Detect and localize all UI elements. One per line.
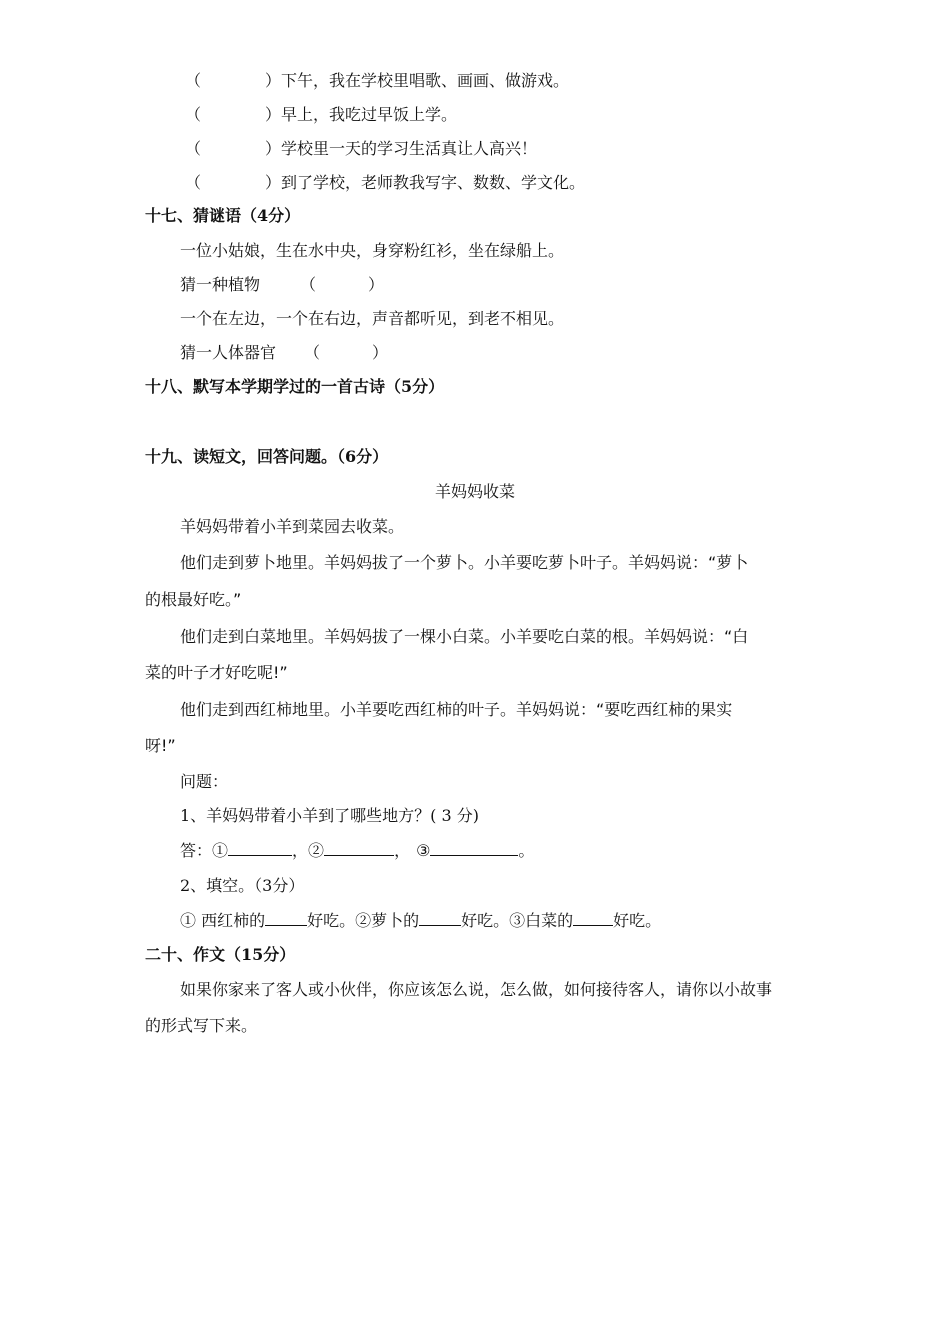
order-item-text: 学校里一天的学习生活真让人高兴！ — [281, 139, 538, 158]
fill-text: ②萝卜的 — [355, 911, 420, 930]
passage-paragraph-cont: 的根最好吃。” — [145, 590, 242, 609]
fill-text: ③白菜的 — [509, 911, 574, 930]
close-paren: ） — [265, 105, 282, 124]
order-item — [185, 105, 457, 125]
open-paren: （ — [185, 71, 202, 90]
fill-text: 好吃。 — [461, 911, 510, 930]
separator: ， — [292, 841, 309, 860]
riddle-2-guess — [180, 343, 388, 363]
passage-paragraph: 他们走到白菜地里。羊妈妈拔了一棵小白菜。小羊要吃白菜的根。羊妈妈说：“白 — [180, 627, 749, 646]
open-paren: （ — [300, 275, 317, 294]
section-17-heading: 十七、猜谜语（4分） — [145, 206, 301, 225]
passage-paragraph-cont: 呀!” — [145, 736, 176, 755]
order-item-text: 早上，我吃过早饭上学。 — [281, 105, 458, 124]
riddle-1: 一位小姑娘，生在水中央，身穿粉红衫，坐在绿船上。 — [180, 241, 565, 260]
open-paren: （ — [185, 139, 202, 158]
close-paren: ） — [265, 173, 282, 192]
answer-blank[interactable] — [430, 841, 518, 856]
marker-3: ③ — [416, 841, 431, 860]
separator: ， — [394, 841, 411, 860]
open-paren: （ — [185, 173, 202, 192]
section-20-heading: 二十、作文（15分） — [145, 945, 296, 964]
marker-1: ① — [212, 841, 229, 860]
order-item — [185, 139, 537, 159]
answer-blank[interactable] — [228, 841, 292, 856]
passage-paragraph: 他们走到西红柿地里。小羊要吃西红柿的叶子。羊妈妈说：“要吃西红柿的果实 — [180, 700, 733, 719]
fill-text: 好吃。 — [307, 911, 356, 930]
order-item-text: 下午，我在学校里唱歌、画画、做游戏。 — [281, 71, 570, 90]
fill-blank[interactable] — [419, 911, 461, 926]
essay-prompt: 如果你家来了客人或小伙伴，你应该怎么说，怎么做，如何接待客人，请你以小故事 — [180, 980, 773, 999]
riddle-2: 一个在左边，一个在右边，声音都听见，到老不相见。 — [180, 309, 565, 328]
guess-label: 猜一种植物 — [180, 275, 261, 294]
questions-label: 问题： — [180, 772, 229, 791]
order-item — [185, 173, 585, 193]
fill-blank[interactable] — [573, 911, 613, 926]
fill-blank[interactable] — [265, 911, 307, 926]
fill-blank-line — [180, 911, 661, 931]
section-19-heading: 十九、读短文，回答问题。（6分） — [145, 447, 389, 466]
close-paren: ） — [368, 275, 385, 294]
section-18-heading: 十八、默写本学期学过的一首古诗（5分） — [145, 377, 445, 396]
answer-label: 答： — [180, 841, 213, 860]
open-paren: （ — [304, 343, 321, 362]
fill-text: ① 西红柿的 — [180, 911, 266, 930]
answer-blank[interactable] — [324, 841, 394, 856]
essay-prompt-cont: 的形式写下来。 — [145, 1016, 258, 1035]
passage-paragraph: 他们走到萝卜地里。羊妈妈拔了一个萝卜。小羊要吃萝卜叶子。羊妈妈说：“萝卜 — [180, 553, 749, 572]
riddle-1-guess — [180, 275, 384, 295]
close-paren: ） — [372, 343, 389, 362]
close-paren: ） — [265, 71, 282, 90]
question-2: 2、填空。（3分） — [180, 876, 305, 895]
close-paren: ） — [265, 139, 282, 158]
open-paren: （ — [185, 105, 202, 124]
guess-label: 猜一人体器官 — [180, 343, 277, 362]
fill-text: 好吃。 — [613, 911, 662, 930]
passage-title: 羊妈妈收菜 — [434, 482, 515, 501]
order-item — [185, 71, 569, 91]
answer-1-line — [180, 841, 534, 861]
order-item-text: 到了学校，老师教我写字、数数、学文化。 — [281, 173, 586, 192]
passage-paragraph: 羊妈妈带着小羊到菜园去收菜。 — [180, 517, 405, 536]
period: 。 — [518, 841, 535, 860]
question-1: 1、羊妈妈带着小羊到了哪些地方？( 3 分) — [180, 806, 480, 825]
marker-2: ② — [308, 841, 325, 860]
passage-paragraph-cont: 菜的叶子才好吃呢!” — [145, 663, 288, 682]
